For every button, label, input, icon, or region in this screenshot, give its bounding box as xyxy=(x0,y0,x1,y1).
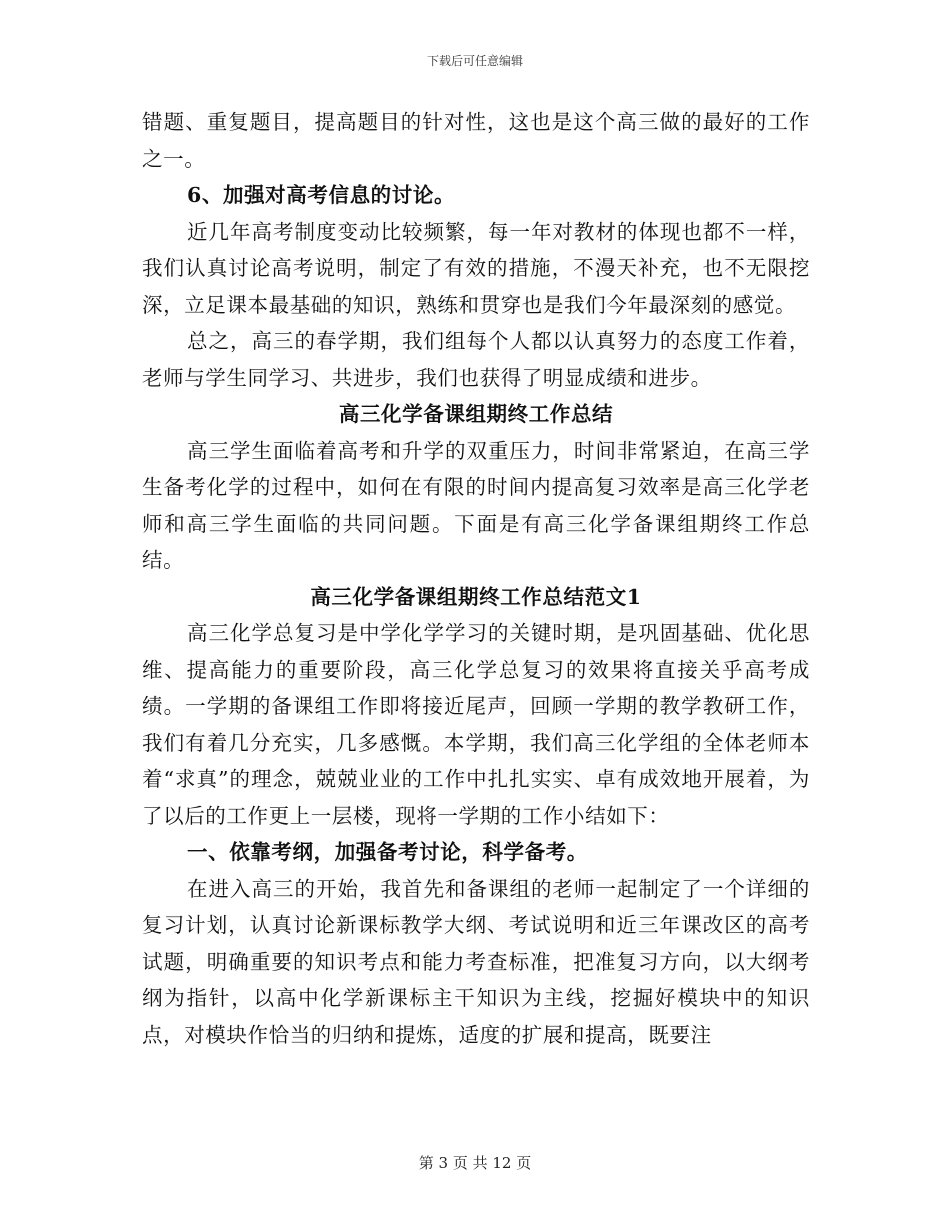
section-heading-1: 一、依靠考纲，加强备考讨论，科学备考。 xyxy=(187,840,588,864)
article-subtitle: 高三化学备课组期终工作总结范文1 xyxy=(310,584,642,609)
page-footer: 第 3 页 共 12 页 xyxy=(418,1154,532,1172)
paragraph-plan: 在进入高三的开始，我首先和备课组的老师一起制定了一个详细的复习计划，认真讨论新课标教学大纲、考试说明和近三年课改区的高考试题，明确重要的知识考点和能力考查标准，把准复习方向，以大纲考纲为指针，以高中化学新课标主干知识为主线，挖掘好模块中的知识点，对模块作恰当的归纳和提炼，适度的扩展和提高，既要注 xyxy=(142,876,810,1047)
paragraph-continued: 错题、重复题目，提高题目的针对性，这也是这个高三做的最好的工作之一。 xyxy=(142,110,810,171)
header-note: 下载后可任意编辑 xyxy=(426,54,523,68)
document-body xyxy=(142,104,810,1053)
paragraph-exam-info: 近几年高考制度变动比较频繁，每一年对教材的体现也都不一样，我们认真讨论高考说明，制定了有效的措施，不漫天补充，也不无限挖深，立足课本最基础的知识，熟练和贯穿也是我们今年最深刻的感觉。 xyxy=(142,219,810,317)
paragraph-summary: 总之，高三的春学期，我们组每个人都以认真努力的态度工作着，老师与学生同学习、共进步，我们也获得了明显成绩和进步。 xyxy=(142,329,810,390)
article-title: 高三化学备课组期终工作总结 xyxy=(338,402,614,426)
section-heading-6: 6、加强对高考信息的讨论。 xyxy=(187,183,456,207)
paragraph-intro: 高三学生面临着高考和升学的双重压力，时间非常紧迫，在高三学生备考化学的过程中，如何在有限的时间内提高复习效率是高三化学老师和高三学生面临的共同问题。下面是有高三化学备课组期终工作总结。 xyxy=(142,438,810,572)
paragraph-overview: 高三化学总复习是中学化学学习的关键时期，是巩固基础、优化思维、提高能力的重要阶段，高三化学总复习的效果将直接关乎高考成绩。一学期的备课组工作即将接近尾声，回顾一学期的教学教研工作，我们有着几分充实，几多感慨。本学期，我们高三化学组的全体老师本着“求真”的理念，兢兢业业的工作中扎扎实实、卓有成效地开展着，为了以后的工作更上一层楼，现将一学期的工作小结如下： xyxy=(142,621,810,828)
